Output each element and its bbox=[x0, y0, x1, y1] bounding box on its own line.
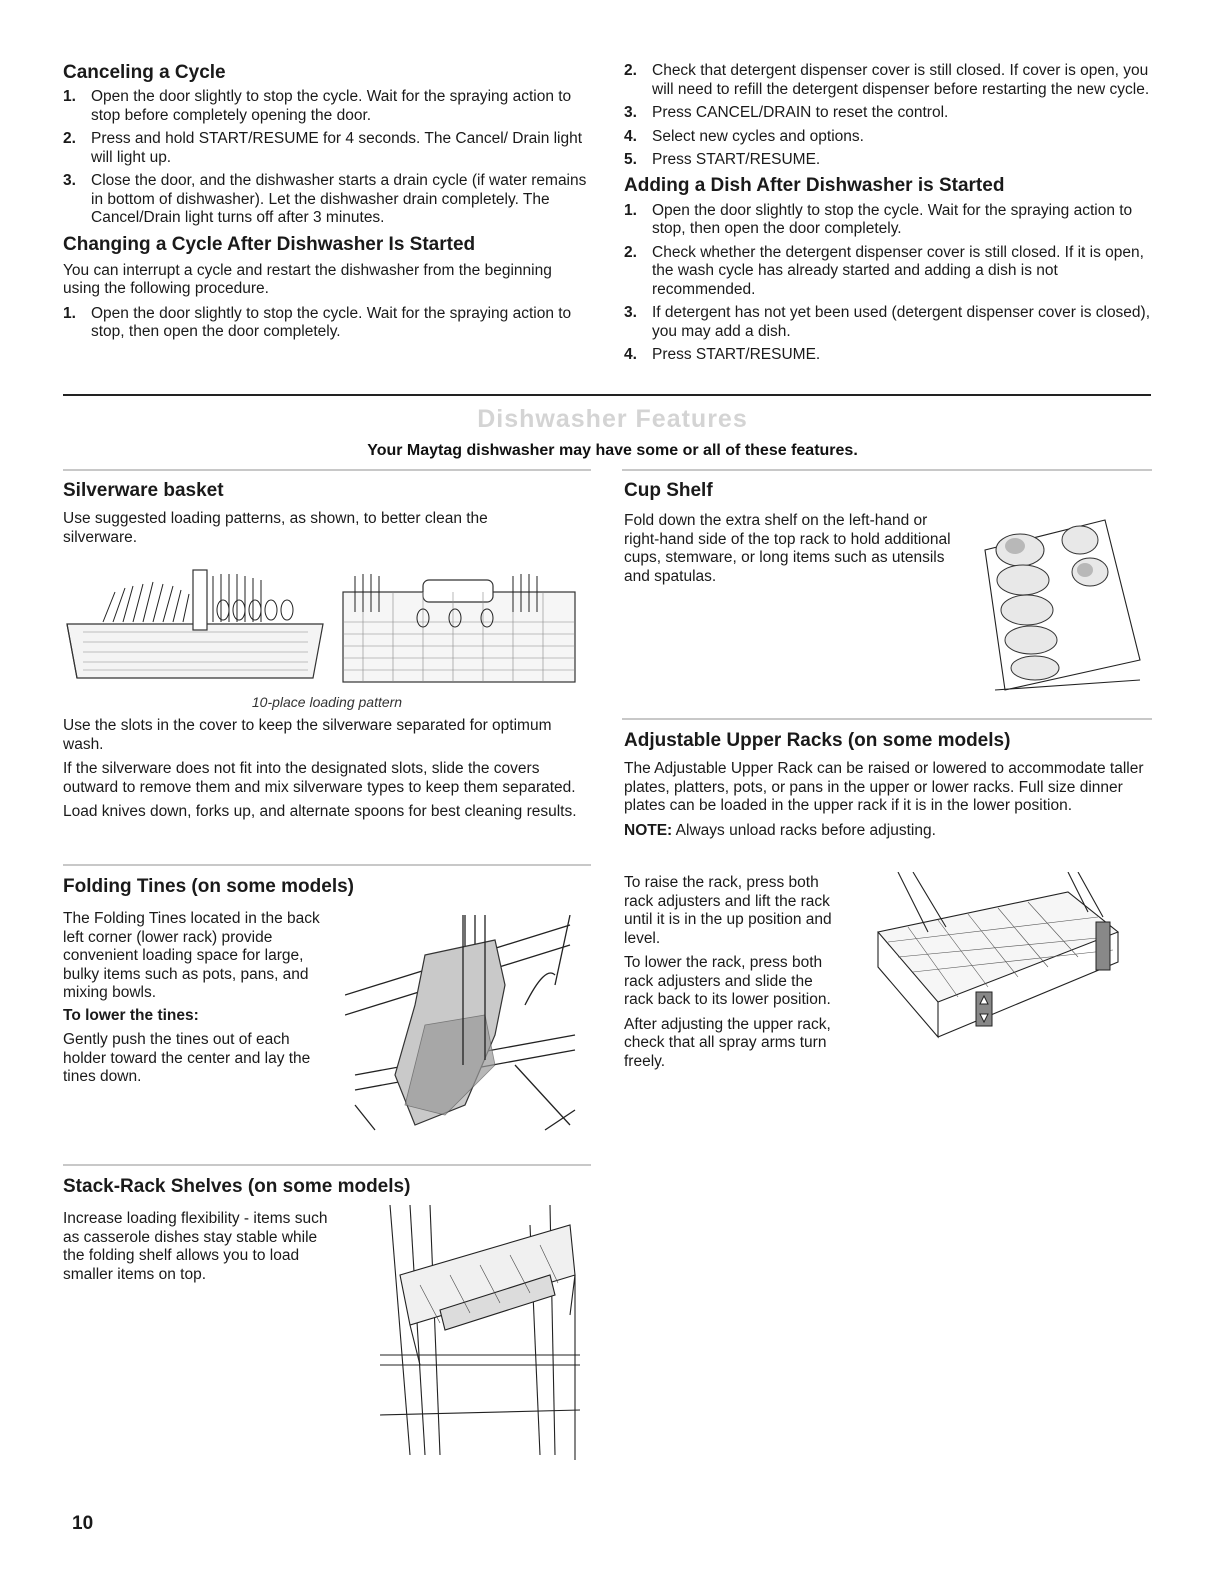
folding-rule bbox=[63, 864, 591, 866]
canceling-section bbox=[63, 62, 593, 347]
upperracks-rule bbox=[622, 718, 1152, 720]
folding-section bbox=[63, 876, 591, 898]
folding-tines-image bbox=[345, 915, 580, 1135]
upperracks-note bbox=[624, 822, 1152, 841]
adding-step: 2. Check whether the detergent dispenser cover is still closed. If it is open, the wash cycle has already started and adding a dish is not recommended. bbox=[624, 243, 1144, 298]
changing-continued bbox=[624, 62, 1154, 370]
silverware-intro: Use suggested loading patterns, as shown, to better clean the silverware. bbox=[63, 510, 488, 546]
upper-rack-image bbox=[868, 872, 1123, 1052]
silverware-p2: If the silverware does not fit into the designated slots, slide the covers outward to remove them and mix silverware types to keep them separated. bbox=[63, 760, 576, 796]
section-divider bbox=[63, 394, 1151, 396]
adding-heading: Adding a Dish After Dishwasher is Started bbox=[624, 174, 1005, 196]
upperracks-p4: After adjusting the upper rack, check that all spray arms turn freely. bbox=[624, 1015, 831, 1070]
changing-step: 2. Check that detergent dispenser cover is still closed. If cover is open, you will need to refill the detergent dispenser before restarting the new cycle. bbox=[624, 62, 1150, 98]
upperracks-p2: To raise the rack, press both rack adjusters and lift the rack until it is in the up position and level. bbox=[624, 874, 832, 947]
canceling-steps bbox=[63, 88, 593, 228]
upperracks-p1: The Adjustable Upper Rack can be raised or lowered to accommodate taller plates, platters, pots, or pans in the upper or lower racks. Full size dinner plates can be loaded in the upper rack if it is in the lower position. bbox=[624, 760, 1144, 814]
canceling-step: 2. Press and hold START/RESUME for 4 seconds. The Cancel/ Drain light will light up. bbox=[63, 130, 583, 166]
cupshelf-rule bbox=[622, 469, 1152, 471]
cupshelf-heading: Cup Shelf bbox=[624, 480, 713, 501]
features-subtitle: Your Maytag dishwasher may have some or all of these features. bbox=[367, 442, 858, 459]
stackrack-text-block bbox=[63, 1210, 333, 1284]
changing-step: 1. Open the door slightly to stop the cycle. Wait for the spraying action to stop, then open the door completely. bbox=[63, 304, 572, 340]
cupshelf-text: Fold down the extra shelf on the left-hand or right-hand side of the top rack to hold additional cups, stemware, or long items such as utensils and spatulas. bbox=[624, 512, 951, 585]
silverware-heading: Silverware basket bbox=[63, 480, 224, 501]
upperracks-text bbox=[624, 874, 834, 1071]
upperracks-heading: Adjustable Upper Racks (on some models) bbox=[624, 730, 1011, 751]
adding-step: 1. Open the door slightly to stop the cycle. Wait for the spraying action to stop, then open the door completely. bbox=[624, 201, 1133, 237]
page-number: 10 bbox=[72, 1513, 94, 1534]
folding-heading: Folding Tines (on some models) bbox=[63, 876, 355, 897]
changing-heading: Changing a Cycle After Dishwasher Is Started bbox=[63, 233, 476, 255]
silverware-basket-image bbox=[63, 562, 588, 687]
canceling-step: 3. Close the door, and the dishwasher starts a drain cycle (if water remains in bottom of dishwasher). Let the dishwasher drain completely. The Cancel/Drain light turns off after 3 minutes. bbox=[63, 172, 587, 226]
folding-text bbox=[63, 910, 331, 1087]
folding-subheading: To lower the tines: bbox=[63, 1006, 199, 1024]
adding-step: 4. Press START/RESUME. bbox=[624, 346, 821, 363]
cupshelf-section bbox=[624, 480, 964, 586]
changing-steps-left bbox=[63, 305, 593, 342]
upperracks-section bbox=[624, 730, 1152, 840]
changing-step: 5. Press START/RESUME. bbox=[624, 151, 821, 168]
silverware-section bbox=[63, 480, 591, 547]
silverware-rule bbox=[63, 469, 591, 471]
canceling-heading: Canceling a Cycle bbox=[63, 62, 226, 83]
silverware-caption: 10-place loading pattern bbox=[251, 694, 403, 710]
silverware-p1: Use the slots in the cover to keep the silverware separated for optimum wash. bbox=[63, 717, 552, 753]
stackrack-heading: Stack-Rack Shelves (on some models) bbox=[63, 1176, 411, 1197]
changing-intro: You can interrupt a cycle and restart the dishwasher from the beginning using the following procedure. bbox=[63, 261, 552, 297]
cup-shelf-image bbox=[965, 510, 1145, 695]
note-text: Always unload racks before adjusting. bbox=[672, 821, 936, 839]
stackrack-section bbox=[63, 1176, 591, 1198]
upperracks-p3: To lower the rack, press both rack adjusters and slide the rack back to its lower position. bbox=[624, 954, 831, 1008]
stackrack-rule bbox=[63, 1164, 591, 1166]
silverware-p3: Load knives down, forks up, and alternate spoons for best cleaning results. bbox=[63, 803, 577, 820]
silverware-text bbox=[63, 717, 591, 822]
adding-steps bbox=[624, 202, 1154, 365]
folding-p2: Gently push the tines out of each holder toward the center and lay the tines down. bbox=[63, 1031, 311, 1085]
stack-rack-image bbox=[380, 1205, 580, 1465]
canceling-step: 1. Open the door slightly to stop the cycle. Wait for the spraying action to stop before completely opening the door. bbox=[63, 88, 572, 124]
note-label: NOTE: bbox=[624, 821, 673, 839]
features-title: Dishwasher Features bbox=[477, 405, 748, 433]
folding-p1: The Folding Tines located in the back left corner (lower rack) provide convenient loading space for large, bulky items such as pots, pans, and mixing bowls. bbox=[63, 910, 320, 1001]
changing-step: 4. Select new cycles and options. bbox=[624, 127, 864, 145]
stackrack-text: Increase loading flexibility - items such as casserole dishes stay stable while the folding shelf allows you to load smaller items on top. bbox=[63, 1210, 328, 1283]
adding-step: 3. If detergent has not yet been used (detergent dispenser cover is closed), you may add a dish. bbox=[624, 304, 1151, 340]
changing-steps-right bbox=[624, 62, 1154, 170]
changing-step: 3. Press CANCEL/DRAIN to reset the control. bbox=[624, 104, 949, 121]
